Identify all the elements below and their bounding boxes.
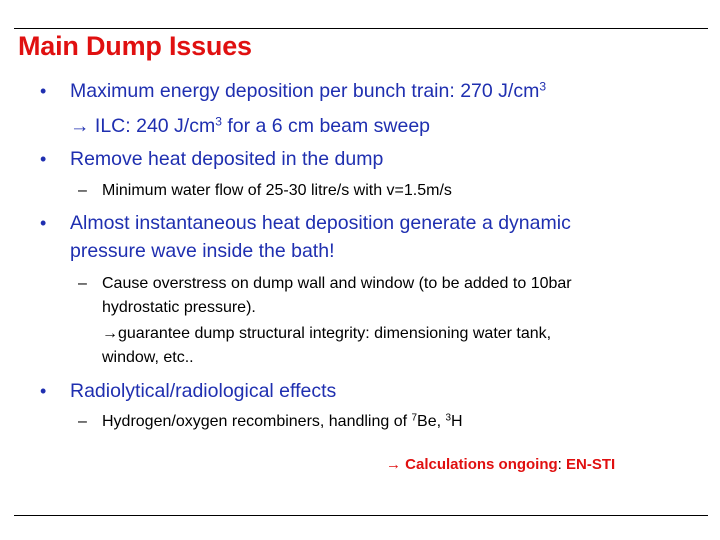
bullet-2-text: Remove heat deposited in the dump bbox=[70, 148, 384, 170]
note-label: Calculations ongoing bbox=[405, 456, 558, 473]
sub-text-line-3: guarantee dump structural integrity: dimensioning water tank, bbox=[118, 325, 552, 342]
note-separator: : bbox=[557, 456, 567, 473]
bullet-3-sub-1-line-3 bbox=[102, 322, 551, 346]
bullet-4-sub-1 bbox=[78, 410, 463, 434]
calculations-note bbox=[386, 453, 615, 477]
note-group: EN-STI bbox=[566, 456, 616, 473]
bullet-dot: • bbox=[40, 81, 47, 101]
sub-text: Minimum water flow of 25-30 litre/s with v=1.5m/s bbox=[102, 182, 452, 199]
arrow-line-text-end: for a 6 cm beam sweep bbox=[221, 115, 431, 137]
superscript: 7 bbox=[411, 412, 418, 424]
bullet-3-text-line-2: pressure wave inside the bath! bbox=[70, 240, 335, 262]
bullet-3-sub-1-line-4 bbox=[102, 346, 194, 370]
bullet-4-text: Radiolytical/radiological effects bbox=[70, 380, 337, 402]
slide-title: Main Dump Issues bbox=[18, 31, 252, 61]
right-arrow-icon: → bbox=[386, 456, 401, 473]
superscript: 3 bbox=[215, 114, 222, 129]
bullet-1-text: Maximum energy deposition per bunch train: 270 J/cm bbox=[70, 80, 540, 102]
bullet-1-arrow-line bbox=[70, 111, 430, 142]
dash-marker: – bbox=[78, 413, 87, 430]
superscript: 3 bbox=[539, 79, 547, 94]
bullet-dot: • bbox=[40, 381, 47, 401]
bullet-4 bbox=[40, 376, 337, 407]
sub-text-mid: Be, bbox=[417, 413, 446, 430]
sub-text-line-4: window, etc.. bbox=[102, 349, 194, 366]
sub-text: Hydrogen/oxygen recombiners, handling of bbox=[102, 413, 412, 430]
dash-marker: – bbox=[78, 275, 87, 292]
bullet-dot: • bbox=[40, 149, 47, 169]
right-arrow-icon: → bbox=[102, 325, 118, 342]
bottom-rule bbox=[14, 515, 708, 516]
right-arrow-icon: → bbox=[70, 115, 90, 137]
dash-marker: – bbox=[78, 182, 87, 199]
bullet-2 bbox=[40, 144, 384, 175]
top-rule bbox=[14, 28, 708, 29]
bullet-3-sub-1 bbox=[78, 272, 572, 296]
bullet-3-sub-1-line-2 bbox=[102, 296, 256, 320]
sub-text-line-2: hydrostatic pressure). bbox=[102, 299, 256, 316]
bullet-dot: • bbox=[40, 213, 47, 233]
arrow-line-text: ILC: 240 J/cm bbox=[94, 115, 216, 137]
bullet-3-line-2 bbox=[70, 236, 335, 267]
bullet-2-sub-1 bbox=[78, 179, 452, 203]
bullet-3 bbox=[40, 208, 571, 239]
superscript: 3 bbox=[445, 412, 452, 424]
bullet-1 bbox=[40, 76, 547, 107]
sub-text-end: H bbox=[451, 413, 463, 430]
sub-text-line-1: Cause overstress on dump wall and window (to be added to 10bar bbox=[102, 275, 572, 292]
bullet-3-text-line-1: Almost instantaneous heat deposition generate a dynamic bbox=[70, 212, 571, 234]
